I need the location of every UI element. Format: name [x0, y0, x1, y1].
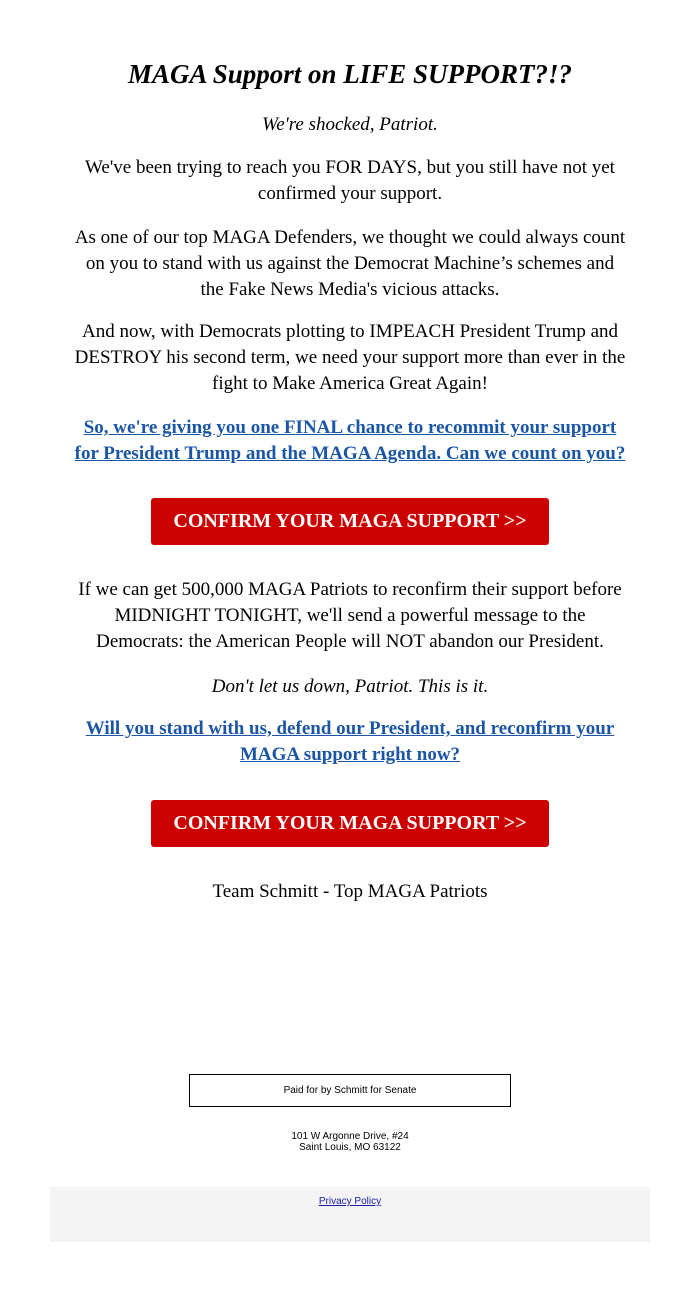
final-chance-link[interactable]: So, we're giving you one FINAL chance to recommit your support for President Trump and the MAGA Agenda. Can we count on you? — [74, 417, 626, 464]
privacy-policy-link[interactable]: Privacy Policy — [318, 1196, 382, 1207]
paid-for-disclaimer: Paid for by Schmitt for Senate — [189, 1074, 511, 1107]
confirm-support-button-2[interactable]: CONFIRM YOUR MAGA SUPPORT >> — [151, 800, 549, 847]
letdown-paragraph: Don't let us down, Patriot. This is it. — [211, 676, 489, 697]
confirm-support-button-1[interactable]: CONFIRM YOUR MAGA SUPPORT >> — [151, 498, 549, 545]
address-line-2: Saint Louis, MO 63122 — [299, 1142, 401, 1153]
address-line-1: 101 W Argonne Drive, #24 — [291, 1131, 409, 1142]
shocked-paragraph: We're shocked, Patriot. — [262, 114, 438, 135]
footer-bar — [50, 1187, 650, 1242]
signoff: Team Schmitt - Top MAGA Patriots — [212, 881, 488, 902]
impeach-paragraph: And now, with Democrats plotting to IMPEACH President Trump and DESTROY his second term, we need your support more than ever in the fight to Make America Great Again! — [74, 321, 626, 394]
email-headline: MAGA Support on LIFE SUPPORT?!? — [127, 59, 573, 89]
goal-paragraph: If we can get 500,000 MAGA Patriots to reconfirm their support before MIDNIGHT TONIGHT, we'll send a powerful message to the Democrats: the American People will NOT abandon our President. — [78, 579, 622, 652]
mailing-address — [0, 1131, 700, 1153]
reach-paragraph: We've been trying to reach you FOR DAYS, but you still have not yet confirmed your support. — [85, 157, 615, 204]
defenders-paragraph: As one of our top MAGA Defenders, we thought we could always count on you to stand with us against the Democrat Machine’s schemes and the Fake News Media's vicious attacks. — [74, 227, 626, 300]
stand-with-us-link[interactable]: Will you stand with us, defend our President, and reconfirm your MAGA support right now? — [85, 718, 615, 765]
